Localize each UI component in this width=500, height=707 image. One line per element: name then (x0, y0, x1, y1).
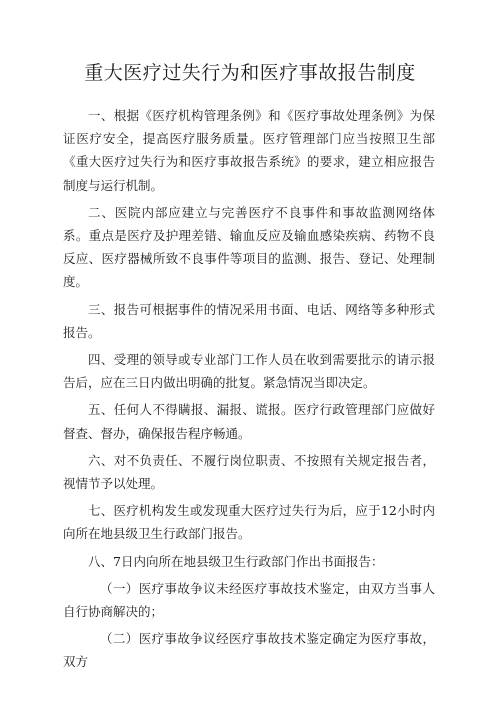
paragraph-8: 八、7日内向所在地县级卫生行政部门作出书面报告： (88, 553, 384, 569)
document-title: 重大医疗过失行为和医疗事故报告制度 (84, 62, 416, 84)
paragraph-2: 二、医院内部应建立与完善医疗不良事件和事故监测网络体系。重点是医疗及护理差错、输血反应及输血感染疾病、药物不良反应、医疗器械所致不良事件等项目的监测、报告、登记、处理制度。 (63, 204, 435, 290)
paragraph-4: 四、受理的领导或专业部门工作人员在收到需要批示的请示报告后，应在三日内做出明确的批复。紧急情况当即决定。 (63, 352, 435, 391)
paragraph-5: 五、任何人不得瞒报、漏报、谎报。医疗行政管理部门应做好督查、督办，确保报告程序畅通。 (63, 402, 435, 441)
paragraph-6: 六、对不负责任、不履行岗位职责、不按照有关规定报告者，视情节予以处理。 (63, 452, 435, 492)
sub-item-1: （一）医疗事故争议未经医疗事故技术鉴定，由双方当事人自行协商解决的； (63, 580, 435, 620)
paragraph-1: 一、根据《医疗机构管理条例》和《医疗事故处理条例》为保证医疗安全，提高医疗服务质量。医疗管理部门应当按照卫生部《重大医疗过失行为和医疗事故报告系统》的要求，建立相应报告制度与运行机制。 (63, 108, 435, 193)
sub-item-2: （二）医疗事故争议经医疗事故技术鉴定确定为医疗事故，双方 (63, 631, 435, 670)
paragraph-3: 三、报告可根据事件的情况采用书面、电话、网络等多种形式报告。 (63, 301, 435, 340)
document-body (63, 104, 435, 678)
paragraph-7: 七、医疗机构发生或发现重大医疗过失行为后，应于12小时内向所在地县级卫生行政部门报告。 (63, 503, 435, 542)
